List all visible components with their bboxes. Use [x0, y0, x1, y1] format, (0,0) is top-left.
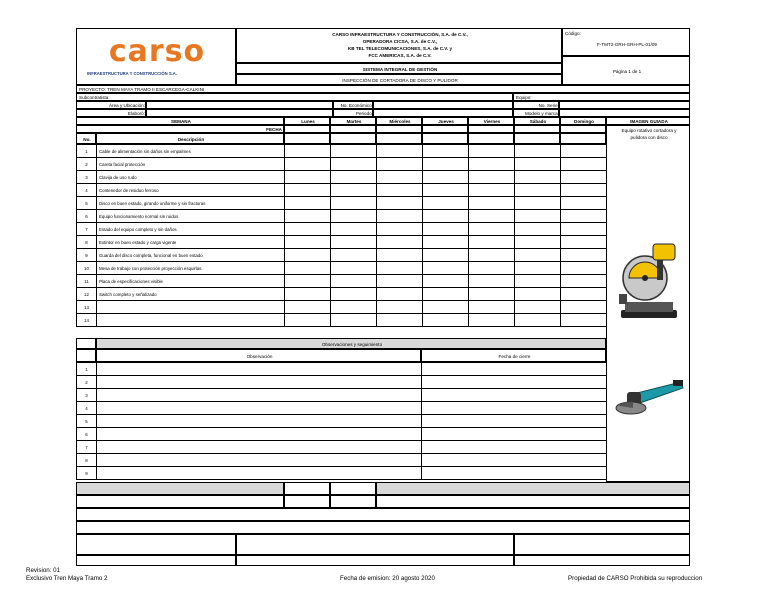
- day-label: Viernes: [483, 119, 501, 124]
- check-cell[interactable]: [469, 171, 515, 184]
- item-description: Extintor en buen estado y carga vigente: [97, 236, 285, 249]
- modelo-label-cell: [513, 109, 559, 117]
- sign-blank-1: [76, 495, 284, 508]
- carso-logo: carso: [108, 34, 206, 69]
- check-cell[interactable]: [515, 223, 561, 236]
- check-cell[interactable]: [423, 197, 469, 210]
- page-number: Página 1 de 1: [612, 69, 642, 74]
- check-cell[interactable]: [377, 236, 423, 249]
- area-label: Área y Ubicación:: [108, 103, 145, 108]
- inspection-form: [76, 28, 690, 568]
- check-cell[interactable]: [377, 158, 423, 171]
- check-cell[interactable]: [331, 275, 377, 288]
- check-cell[interactable]: [423, 262, 469, 275]
- guide-image-cell: [606, 125, 690, 482]
- subcontratista-field[interactable]: [76, 93, 513, 101]
- item-number: 4: [77, 184, 97, 197]
- item-description: Switch completo y señalizado: [97, 288, 285, 301]
- check-cell[interactable]: [423, 158, 469, 171]
- observation-number: 4: [77, 402, 97, 415]
- checklist-row: [77, 275, 607, 288]
- semana-label: SEMANA: [171, 119, 191, 124]
- check-cell[interactable]: [469, 158, 515, 171]
- subcontratista-label: Subcontratista:: [79, 95, 110, 100]
- item-description: Mesa de trabajo con protección proyección esquirlas: [97, 262, 285, 275]
- day-header-5: [514, 117, 560, 125]
- imagen-guiada-title: IMAGEN GUIADA: [630, 119, 668, 124]
- fecha-cell: [76, 125, 284, 133]
- observation-number: 7: [77, 441, 97, 454]
- item-number: 6: [77, 210, 97, 223]
- checklist-row: [77, 262, 607, 275]
- check-cell[interactable]: [331, 301, 377, 314]
- observation-number: 5: [77, 415, 97, 428]
- page-cell: [562, 56, 690, 85]
- day-header-4: [468, 117, 514, 125]
- check-cell[interactable]: [423, 236, 469, 249]
- item-description: Cable de alimentación sin daños sin empalmes: [97, 145, 285, 158]
- check-cell[interactable]: [377, 314, 423, 327]
- check-cell[interactable]: [515, 158, 561, 171]
- check-cell[interactable]: [285, 236, 331, 249]
- check-cell[interactable]: [285, 184, 331, 197]
- signature-box-2[interactable]: [236, 534, 514, 555]
- day-subheader-cell: [422, 133, 468, 144]
- observation-text-cell[interactable]: [97, 363, 422, 376]
- check-cell[interactable]: [423, 275, 469, 288]
- checklist-row: [77, 301, 607, 314]
- system-title: SISTEMA INTEGRAL DE GESTIÓN: [362, 67, 438, 72]
- check-cell[interactable]: [515, 210, 561, 223]
- day-subheader-cell: [330, 133, 376, 144]
- observaciones-title: Observaciones y seguimiento: [321, 342, 383, 347]
- area-label-cell: [76, 101, 146, 109]
- check-cell[interactable]: [423, 249, 469, 262]
- observation-text-cell[interactable]: [97, 467, 422, 480]
- checklist-row: [77, 314, 607, 327]
- obs-blank-cell: [76, 338, 96, 349]
- check-cell[interactable]: [561, 288, 607, 301]
- check-cell[interactable]: [331, 184, 377, 197]
- check-cell[interactable]: [515, 249, 561, 262]
- checklist-row: [77, 236, 607, 249]
- logo-cell: [76, 28, 236, 85]
- modelo-field[interactable]: [559, 109, 690, 117]
- item-description: Placa de especificaciones visible: [97, 275, 285, 288]
- item-number: 13: [77, 301, 97, 314]
- check-cell[interactable]: [423, 184, 469, 197]
- closing-date-cell[interactable]: [422, 402, 607, 415]
- guide-caption-1: Equipo rotativo cortadora y: [621, 128, 677, 133]
- check-cell[interactable]: [561, 236, 607, 249]
- periodo-field[interactable]: [373, 109, 513, 117]
- check-cell[interactable]: [469, 249, 515, 262]
- check-cell[interactable]: [561, 171, 607, 184]
- day-label: Domingo: [574, 119, 594, 124]
- observation-number: 9: [77, 467, 97, 480]
- comments-row-1[interactable]: [76, 508, 690, 521]
- sign-gray-1: [76, 482, 284, 495]
- signature-box-1[interactable]: [76, 534, 236, 555]
- project-row: [76, 85, 690, 93]
- revision-text: Revision: 01: [26, 567, 61, 574]
- check-cell[interactable]: [515, 171, 561, 184]
- check-cell[interactable]: [331, 210, 377, 223]
- observation-number: 1: [77, 363, 97, 376]
- signature-label-1: [76, 555, 236, 566]
- item-description: Equipo funcionamiento normal sin ruidos: [97, 210, 285, 223]
- day-subheader-cell: [284, 133, 330, 144]
- check-cell[interactable]: [285, 301, 331, 314]
- check-cell[interactable]: [285, 158, 331, 171]
- checklist-row: [77, 197, 607, 210]
- company-line-3: KB TEL TELECOMUNICACIONES, S.A. de C.V. y: [347, 46, 453, 51]
- companies-cell: [236, 28, 562, 63]
- observation-row: [77, 428, 607, 441]
- fecha-cierre-header: Fecha de cierre: [498, 354, 531, 359]
- system-title-cell: [236, 63, 562, 74]
- day-label: Jueves: [438, 119, 454, 124]
- check-cell[interactable]: [515, 145, 561, 158]
- observation-row: [77, 454, 607, 467]
- check-cell[interactable]: [469, 145, 515, 158]
- closing-date-cell[interactable]: [422, 389, 607, 402]
- check-cell[interactable]: [561, 301, 607, 314]
- check-cell[interactable]: [469, 314, 515, 327]
- day-date-cell[interactable]: [422, 125, 468, 133]
- desc-header: Descripción: [177, 137, 205, 142]
- check-cell[interactable]: [423, 210, 469, 223]
- day-date-cell[interactable]: [560, 125, 606, 133]
- check-cell[interactable]: [469, 184, 515, 197]
- day-date-cell[interactable]: [330, 125, 376, 133]
- check-cell[interactable]: [515, 262, 561, 275]
- check-cell[interactable]: [423, 288, 469, 301]
- item-description: Contenedor de residuo ferroso: [97, 184, 285, 197]
- item-number: 1: [77, 145, 97, 158]
- item-description: Estado del equipo completo y sin daños: [97, 223, 285, 236]
- equipo-label: Equipo:: [516, 95, 532, 100]
- check-cell[interactable]: [561, 223, 607, 236]
- item-description: [97, 301, 285, 314]
- check-cell[interactable]: [331, 145, 377, 158]
- checklist-table: [76, 144, 607, 327]
- fecha-label: FECHA: [266, 127, 282, 132]
- check-cell[interactable]: [377, 223, 423, 236]
- check-cell[interactable]: [423, 171, 469, 184]
- check-cell[interactable]: [561, 249, 607, 262]
- check-cell[interactable]: [285, 210, 331, 223]
- imagen-guiada-header: [606, 117, 690, 125]
- item-number: 8: [77, 236, 97, 249]
- check-cell[interactable]: [331, 197, 377, 210]
- closing-date-cell[interactable]: [422, 441, 607, 454]
- item-description: Careta facial protección: [97, 158, 285, 171]
- day-header-3: [422, 117, 468, 125]
- check-cell[interactable]: [515, 184, 561, 197]
- check-cell[interactable]: [469, 223, 515, 236]
- fecha-cierre-header-cell: [421, 349, 606, 362]
- equipo-field[interactable]: [513, 93, 690, 101]
- observation-text-cell[interactable]: [97, 441, 422, 454]
- check-cell[interactable]: [469, 288, 515, 301]
- desc-header-cell: [96, 133, 284, 144]
- check-cell[interactable]: [561, 262, 607, 275]
- logo-subtitle: INFRAESTRUCTURA Y CONSTRUCCIÓN S.A.: [87, 71, 177, 76]
- observation-text-cell[interactable]: [97, 428, 422, 441]
- check-cell[interactable]: [331, 262, 377, 275]
- no-serie-label-cell: [513, 101, 559, 109]
- no-economico-label: No. Económico:: [340, 103, 373, 108]
- check-cell[interactable]: [561, 314, 607, 327]
- check-cell[interactable]: [469, 301, 515, 314]
- check-cell[interactable]: [561, 197, 607, 210]
- closing-date-cell[interactable]: [422, 454, 607, 467]
- check-cell[interactable]: [285, 145, 331, 158]
- observation-text-cell[interactable]: [97, 402, 422, 415]
- check-cell[interactable]: [331, 171, 377, 184]
- checklist-row: [77, 171, 607, 184]
- observation-text-cell[interactable]: [97, 415, 422, 428]
- signature-box-3[interactable]: [514, 534, 690, 555]
- elaboro-field[interactable]: [146, 109, 333, 117]
- check-cell[interactable]: [285, 197, 331, 210]
- periodo-label-cell: [333, 109, 373, 117]
- day-header-1: [330, 117, 376, 125]
- check-cell[interactable]: [377, 249, 423, 262]
- exclusive-text: Exclusivo Tren Maya Tramo 2: [26, 575, 108, 582]
- day-subheader-cell: [514, 133, 560, 144]
- check-cell[interactable]: [561, 145, 607, 158]
- observation-row: [77, 441, 607, 454]
- day-header-6: [560, 117, 606, 125]
- company-line-4: FCC AMERICAS, S.A. de C.V.: [368, 53, 432, 58]
- closing-date-cell[interactable]: [422, 467, 607, 480]
- day-label: Miércoles: [389, 119, 411, 124]
- observation-number: 3: [77, 389, 97, 402]
- item-description: [97, 314, 285, 327]
- check-cell[interactable]: [469, 197, 515, 210]
- no-economico-field[interactable]: [373, 101, 513, 109]
- day-date-cell[interactable]: [514, 125, 560, 133]
- item-number: 12: [77, 288, 97, 301]
- check-cell[interactable]: [515, 275, 561, 288]
- project-name: PROYECTO: TREN MAYA TRAMO II ESCARCEGA-CALKINI: [79, 87, 205, 92]
- modelo-label: Modelo y marca:: [525, 111, 559, 116]
- checklist-row: [77, 184, 607, 197]
- checklist-row: [77, 288, 607, 301]
- day-date-cell[interactable]: [376, 125, 422, 133]
- check-cell[interactable]: [561, 158, 607, 171]
- check-cell[interactable]: [285, 314, 331, 327]
- check-cell[interactable]: [423, 301, 469, 314]
- sign-cell-2b[interactable]: [330, 495, 376, 508]
- item-description: Disco en buen estado, girando uniforme y sin fracturas: [97, 197, 285, 210]
- item-number: 14: [77, 314, 97, 327]
- day-header-2: [376, 117, 422, 125]
- chop-saw-image: [615, 236, 683, 328]
- no-serie-field[interactable]: [559, 101, 690, 109]
- elaboro-label: Elaboró:: [127, 111, 145, 116]
- signature-label-3: [514, 555, 690, 566]
- sign-cell-martes[interactable]: [330, 482, 376, 495]
- elaboro-label-cell: [76, 109, 146, 117]
- guide-caption-2: pulidora con disco: [630, 135, 668, 140]
- observation-row: [77, 389, 607, 402]
- no-economico-label-cell: [333, 101, 373, 109]
- no-header-cell: [76, 133, 96, 144]
- check-cell[interactable]: [515, 288, 561, 301]
- check-cell[interactable]: [377, 210, 423, 223]
- item-number: 5: [77, 197, 97, 210]
- observation-number: 6: [77, 428, 97, 441]
- day-subheader-cell: [376, 133, 422, 144]
- day-subheader-cell: [560, 133, 606, 144]
- sign-cell-lunes[interactable]: [284, 482, 330, 495]
- closing-date-cell[interactable]: [422, 363, 607, 376]
- item-description: Clavija de uso rudo: [97, 171, 285, 184]
- semana-cell: [76, 117, 284, 125]
- check-cell[interactable]: [285, 223, 331, 236]
- check-cell[interactable]: [331, 314, 377, 327]
- check-cell[interactable]: [515, 236, 561, 249]
- no-header: No.: [83, 137, 91, 142]
- observation-row: [77, 467, 607, 480]
- emission-date: Fecha de emision: 20 agosto 2020: [340, 575, 435, 582]
- day-subheader-cell: [468, 133, 514, 144]
- observation-text-cell[interactable]: [97, 376, 422, 389]
- check-cell[interactable]: [285, 288, 331, 301]
- item-number: 10: [77, 262, 97, 275]
- check-cell[interactable]: [377, 197, 423, 210]
- observaciones-header: [96, 338, 606, 349]
- observation-text-cell[interactable]: [97, 389, 422, 402]
- checklist-row: [77, 210, 607, 223]
- check-cell[interactable]: [285, 275, 331, 288]
- check-cell[interactable]: [469, 210, 515, 223]
- check-cell[interactable]: [561, 184, 607, 197]
- day-label: Lunes: [301, 119, 315, 124]
- closing-date-cell[interactable]: [422, 428, 607, 441]
- day-date-cell[interactable]: [468, 125, 514, 133]
- no-serie-label: No. Serie:: [538, 103, 559, 108]
- check-cell[interactable]: [377, 184, 423, 197]
- item-number: 3: [77, 171, 97, 184]
- check-cell[interactable]: [285, 249, 331, 262]
- day-date-cell[interactable]: [284, 125, 330, 133]
- item-description: Guarda del disco completa, funcional en buen estado: [97, 249, 285, 262]
- check-cell[interactable]: [423, 145, 469, 158]
- check-cell[interactable]: [377, 288, 423, 301]
- check-cell[interactable]: [561, 210, 607, 223]
- checklist-row: [77, 223, 607, 236]
- day-header-0: [284, 117, 330, 125]
- periodo-label: Periodo:: [355, 111, 373, 116]
- check-cell[interactable]: [469, 236, 515, 249]
- check-cell[interactable]: [331, 249, 377, 262]
- check-cell[interactable]: [469, 275, 515, 288]
- check-cell[interactable]: [561, 275, 607, 288]
- check-cell[interactable]: [331, 236, 377, 249]
- check-cell[interactable]: [377, 262, 423, 275]
- comments-row-2[interactable]: [76, 521, 690, 534]
- sign-gray-2: [376, 482, 690, 495]
- closing-date-cell[interactable]: [422, 376, 607, 389]
- observation-row: [77, 376, 607, 389]
- code-label: Código:: [565, 31, 581, 36]
- check-cell[interactable]: [331, 288, 377, 301]
- check-cell[interactable]: [331, 223, 377, 236]
- observation-text-cell[interactable]: [97, 454, 422, 467]
- observacion-header: Observación: [246, 354, 273, 359]
- item-number: 9: [77, 249, 97, 262]
- day-label: Sábado: [529, 119, 547, 124]
- check-cell[interactable]: [377, 145, 423, 158]
- check-cell[interactable]: [285, 171, 331, 184]
- check-cell[interactable]: [515, 301, 561, 314]
- check-cell[interactable]: [331, 158, 377, 171]
- form-title-cell: [236, 74, 562, 85]
- observation-row: [77, 415, 607, 428]
- day-label: Martes: [346, 119, 362, 124]
- item-number: 2: [77, 158, 97, 171]
- angle-grinder-image: [613, 376, 687, 422]
- check-cell[interactable]: [377, 301, 423, 314]
- sign-cell-2a[interactable]: [284, 495, 330, 508]
- closing-date-cell[interactable]: [422, 415, 607, 428]
- check-cell[interactable]: [377, 275, 423, 288]
- check-cell[interactable]: [515, 197, 561, 210]
- observations-table: [76, 362, 607, 480]
- item-number: 11: [77, 275, 97, 288]
- code-value: F-TMT2-GRH-GRH-PL-01/09: [597, 42, 657, 47]
- item-number: 7: [77, 223, 97, 236]
- observation-number: 2: [77, 376, 97, 389]
- check-cell[interactable]: [469, 262, 515, 275]
- signature-label-2: [236, 555, 514, 566]
- check-cell[interactable]: [423, 314, 469, 327]
- company-line-2: OPERADORA CICSA, S.A. de C.V.,: [362, 39, 438, 44]
- form-title: INSPECCIÓN DE CORTADORA DE DISCO Y PULIDOR: [342, 78, 458, 83]
- check-cell[interactable]: [285, 262, 331, 275]
- check-cell[interactable]: [377, 171, 423, 184]
- area-field[interactable]: [146, 101, 333, 109]
- company-line-1: CARSO INFRAESTRUCTURA Y CONSTRUCCIÓN, S.A. de C.V.,: [332, 32, 468, 37]
- observacion-header-cell: [96, 349, 421, 362]
- observation-row: [77, 363, 607, 376]
- code-cell: [562, 28, 690, 56]
- observation-row: [77, 402, 607, 415]
- observation-number: 8: [77, 454, 97, 467]
- check-cell[interactable]: [515, 314, 561, 327]
- obs-no-cell: [76, 349, 96, 362]
- sign-blank-2: [376, 495, 690, 508]
- property-notice: Propiedad de CARSO Prohibida su reproduccion: [568, 575, 703, 582]
- checklist-row: [77, 249, 607, 262]
- check-cell[interactable]: [423, 223, 469, 236]
- checklist-row: [77, 145, 607, 158]
- checklist-row: [77, 158, 607, 171]
